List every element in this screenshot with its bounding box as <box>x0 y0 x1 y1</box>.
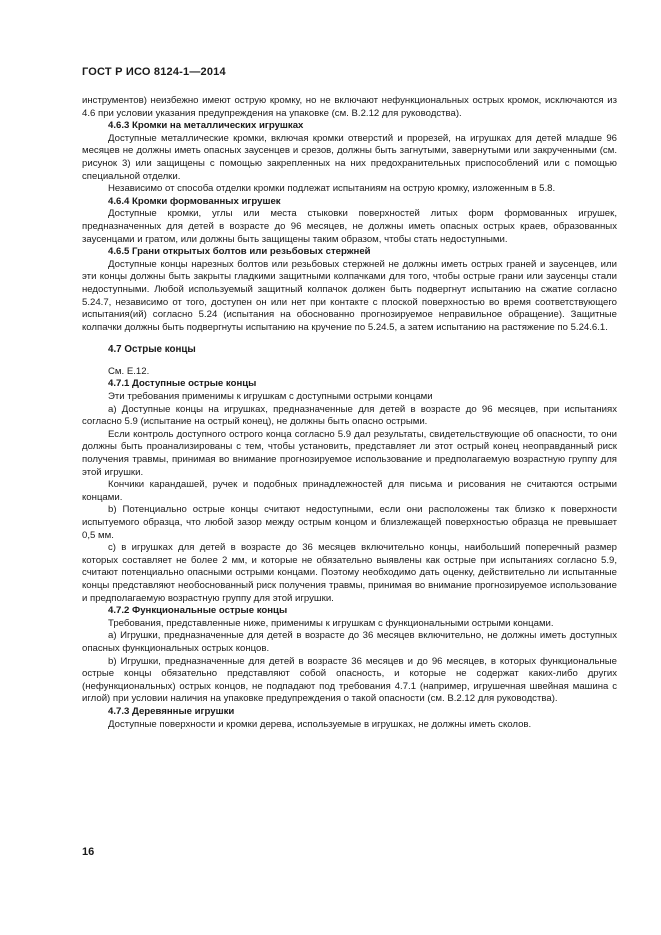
page-number: 16 <box>82 846 95 858</box>
paragraph: Если контроль доступного острого конца согласно 5.9 дал результаты, свидетельствующие об опасности, то они должны быть проанализированы с тем, чтобы установить, представляет ли этот острый конец неоправданный риск получения травмы, принимая во внимание прогнозируемое использование и предполагаемую возрастную группу для этой игрушки. <box>82 428 617 478</box>
paragraph: Доступные кромки, углы или места стыковки поверхностей литых форм формованных игрушек, предназначенных для детей в возрасте до 96 месяцев, не должны иметь опасных острых краев, образованных заусенцами и гратом, или должны быть защищены таким образом, чтобы стать недоступными. <box>82 208 617 245</box>
paragraph: Требования, представленные ниже, применимы к игрушкам с функциональными острыми концами. <box>108 617 554 629</box>
paragraph: a) Доступные концы на игрушках, предназначенные для детей в возрасте до 96 месяцев, при испытаниях согласно 5.9 (испытание на острый конец), не должны быть опасно острыми. <box>82 403 617 428</box>
document-page <box>82 0 617 935</box>
paragraph: Доступные концы нарезных болтов или резьбовых стержней не должны иметь острых граней и заусенцев, или эти концы должны быть закрыты гладкими защитными колпачками для того, чтобы острые грани или заусенцы стали недоступными. Любой используемый защитный колпачок должен быть подвергнут испытанию на сжатие согласно 5.24.7, независимо от того, доступен он или нет при контакте с плоской поверхностью во время соответствующего испытания(ий) согласно 5.24 (испытания на обоснованно прогнозируемое неправильное обращение). Защитные колпачки должны быть подвергнуты испытанию на кручение по 5.24.5, а затем испытанию на растяжение по 5.24.6.1. <box>82 258 617 333</box>
section-heading: 4.6.3 Кромки на металлических игрушках <box>108 120 304 132</box>
paragraph: a) Игрушки, предназначенные для детей в возрасте до 36 месяцев включительно, не должны иметь доступных опасных функциональных острых концов. <box>82 630 617 654</box>
section-heading: 4.7.2 Функциональные острые концы <box>108 605 288 617</box>
paragraph: инструментов) неизбежно имеют острую кромку, но не включают нефункциональных острых кромок, исключаются из 4.6 при условии указания предупреждения на упаковке (см. B.2.12 для руководства). <box>82 95 617 119</box>
section-heading: 4.7.3 Деревянные игрушки <box>108 705 235 717</box>
section-heading: 4.7.1 Доступные острые концы <box>108 378 257 390</box>
paragraph: c) в игрушках для детей в возрасте до 36 месяцев включительно концы, наибольший поперечный размер которых составляет не более 2 мм, и которые не обязательно выявлены как острые при испытаниях согласно 5.9, считают потенциально опасными острыми концами. Поэтому необходимо дать оценку, действительно ли испытанные концы представляют необоснованный риск получения травмы, принимая во внимание прогнозируемое использование и предполагаемую возрастную группу для этой игрушки. <box>82 542 617 604</box>
section-heading: 4.6.4 Кромки формованных игрушек <box>108 195 281 207</box>
document-header: ГОСТ Р ИСО 8124-1—2014 <box>82 66 226 78</box>
paragraph: b) Игрушки, предназначенные для детей в возрасте 36 месяцев и до 96 месяцев, в которых функциональные острые концы обязательно представляют собой опасность, и которые не содержат каких-либо других (нефункциональных) острых концов, не подпадают под требования 4.7.1 (например, игрушечная швейная машина с иглой) при условии наличия на упаковке предупреждения о такой опасности (см. B.2.12 для руководства). <box>82 655 617 705</box>
paragraph: Эти требования применимы к игрушкам с доступными острыми концами <box>108 391 433 403</box>
document-body <box>82 95 617 731</box>
paragraph: Доступные металлические кромки, включая кромки отверстий и прорезей, на игрушках для детей младше 96 месяцев не должны иметь опасных заусенцев и срезов, должны быть загнутыми, завернутыми или закрученными (см. рисунок 3) или защищены с помощью закрепленных на них предохранительных приспособлений или с помощью специальной отделки. <box>82 132 617 182</box>
section-heading: 4.7 Острые концы <box>108 344 196 356</box>
paragraph: Кончики карандашей, ручек и подобных принадлежностей для письма и рисования не считаются острыми концами. <box>82 479 617 503</box>
paragraph: Доступные поверхности и кромки дерева, используемые в игрушках, не должны иметь сколов. <box>108 718 532 730</box>
section-heading: 4.6.5 Грани открытых болтов или резьбовых стержней <box>108 246 371 258</box>
paragraph: См. E.12. <box>108 365 150 377</box>
paragraph: b) Потенциально острые концы считают недоступными, если они расположены так близко к поверхности испытуемого образца, что любой зазор между острым концом и близлежащей поверхностью образца не превышает 0,5 мм. <box>82 504 617 541</box>
paragraph: Независимо от способа отделки кромки подлежат испытаниям на острую кромку, изложенным в 5.8. <box>108 183 556 195</box>
